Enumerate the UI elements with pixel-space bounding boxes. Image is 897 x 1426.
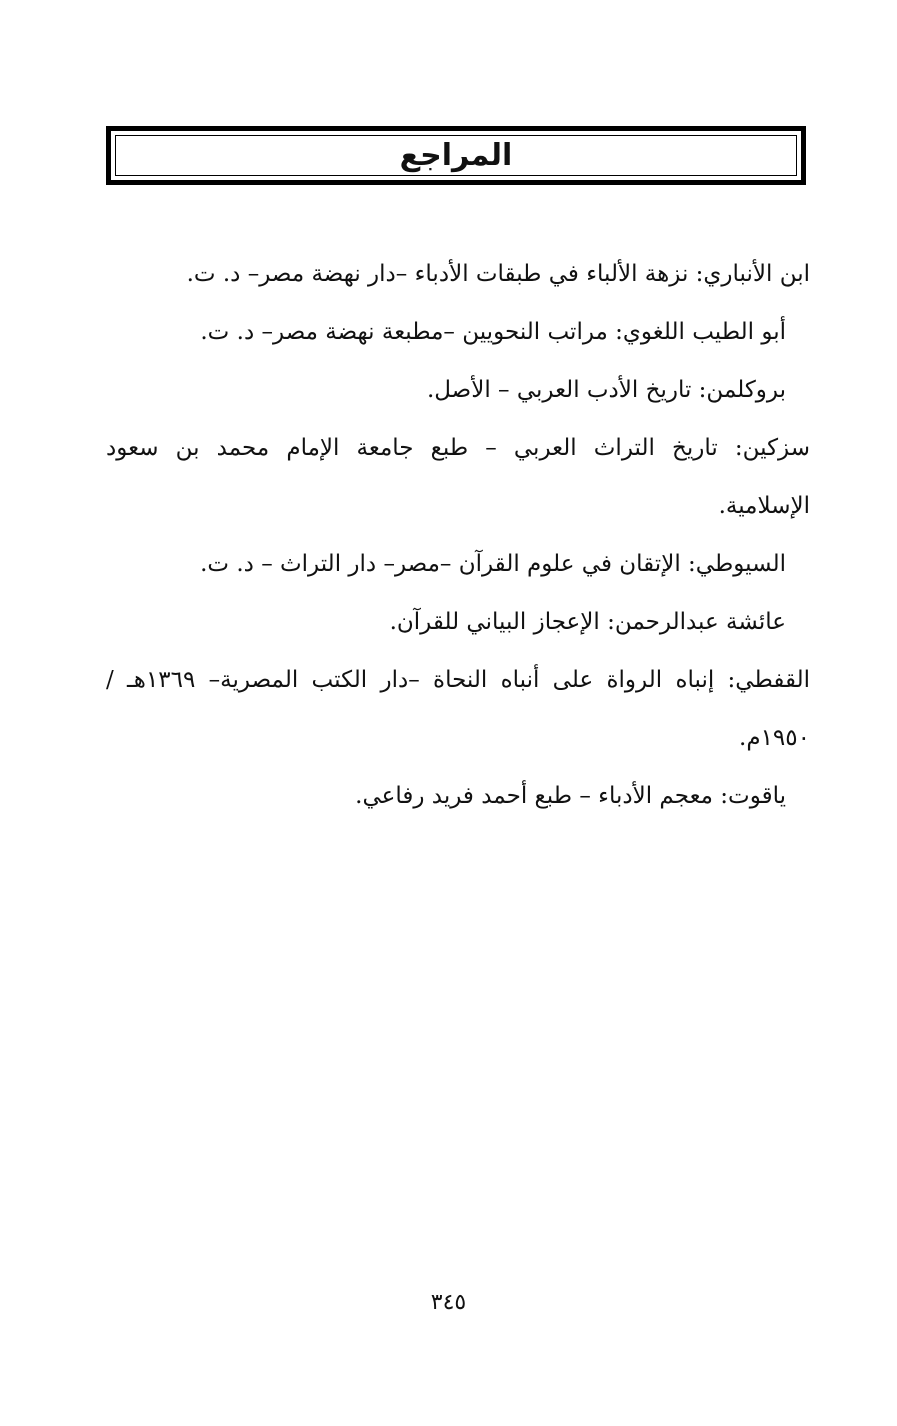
reference-item: القفطي: إنباه الرواة على أنباه النحاة –دار الكتب المصرية– ١٣٦٩هـ / ١٩٥٠م. (106, 667, 810, 751)
reference-item: بروكلمن: تاريخ الأدب العربي – الأصل. (426, 377, 786, 403)
reference-item: السيوطي: الإتقان في علوم القرآن –مصر– دار التراث – د. ت. (200, 551, 786, 577)
page-title: المراجع (399, 137, 513, 173)
reference-item: سزكين: تاريخ التراث العربي – طبع جامعة الإمام محمد بن سعود الإسلامية. (106, 435, 810, 519)
title-frame (106, 126, 806, 185)
reference-item: ابن الأنباري: نزهة الألباء في طبقات الأدباء –دار نهضة مصر– د. ت. (186, 261, 810, 287)
reference-item: أبو الطيب اللغوي: مراتب النحويين –مطبعة نهضة مصر– د. ت. (200, 319, 786, 345)
reference-item: عائشة عبدالرحمن: الإعجاز البياني للقرآن. (389, 609, 786, 635)
title-inner-frame (115, 135, 797, 176)
references-list (106, 245, 810, 825)
page-number: ٣٤٥ (430, 1290, 467, 1315)
reference-item: ياقوت: معجم الأدباء – طبع أحمد فريد رفاعي. (355, 783, 786, 809)
